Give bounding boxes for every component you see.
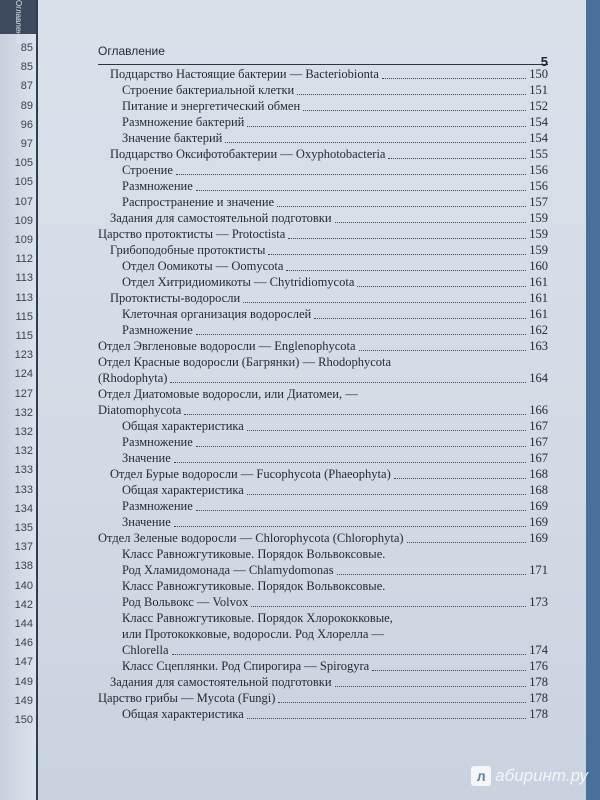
toc-entry-page: 160: [529, 259, 548, 273]
previous-page-number: 140: [14, 579, 33, 592]
toc-entry: [98, 674, 548, 690]
toc-entry-title: Размножение: [122, 499, 193, 513]
toc-entry-page: 173: [529, 595, 548, 609]
toc-entry-title: Распространение и значение: [122, 195, 275, 209]
toc-entry-page: 150: [529, 67, 548, 81]
toc-entry-page: 167: [529, 435, 548, 449]
toc-entry: [98, 162, 548, 178]
previous-page-number: 96: [20, 118, 33, 131]
dot-leader: [251, 606, 526, 607]
toc-entry: [98, 66, 548, 82]
toc-entry-title: Питание и энергетический обмен: [122, 99, 301, 113]
dot-leader: [286, 270, 526, 271]
dot-leader: [170, 382, 526, 383]
previous-page-number: 149: [14, 675, 33, 688]
previous-page-number: 109: [14, 214, 33, 227]
previous-page-number: 97: [20, 138, 33, 150]
dot-leader: [196, 190, 527, 191]
toc-entry: [98, 482, 548, 498]
previous-page-number: 105: [14, 157, 33, 170]
toc-entry: [98, 418, 548, 434]
toc-entry-title: Задания для самостоятельной подготовки: [110, 211, 332, 225]
toc-entry-title: Грибоподобные протоктисты: [110, 243, 266, 257]
toc-entry-title: Царство грибы — Mycota (Fungi): [98, 691, 276, 705]
toc-entry-page: 159: [529, 243, 548, 257]
toc-entry-page: 168: [529, 483, 548, 497]
toc-entry: [98, 98, 548, 114]
toc-entry-title: Общая характеристика: [122, 419, 244, 433]
previous-page-number: 132: [14, 426, 33, 438]
toc-entry-title: Размножение бактерий: [122, 115, 245, 129]
previous-page-number: 135: [14, 522, 33, 534]
previous-page-number: 115: [15, 330, 33, 342]
previous-page-number: 138: [14, 560, 33, 573]
toc-entry: [98, 658, 548, 674]
toc-entry-title: Diatomophycota: [98, 403, 182, 417]
previous-page-number: 137: [14, 541, 33, 554]
toc-entry: [98, 642, 548, 658]
previous-page-number: 109: [14, 234, 33, 246]
toc-entry: [98, 434, 548, 450]
toc-entry-page: 156: [529, 163, 548, 177]
toc-entry-page: 162: [529, 323, 548, 337]
dot-leader: [247, 430, 526, 431]
toc-entry-title: Размножение: [122, 435, 193, 449]
toc-entry: [98, 514, 548, 530]
toc-entry: [98, 306, 548, 322]
toc-entry: [98, 210, 548, 226]
toc-entry-page: 154: [529, 115, 548, 129]
previous-page-number: 134: [14, 502, 33, 515]
toc-entry-title: Значение бактерий: [122, 131, 223, 145]
dot-leader: [335, 686, 527, 687]
toc-entry-page: 155: [529, 147, 548, 161]
toc-entry: [98, 226, 548, 242]
toc-entry-page: 171: [529, 563, 548, 577]
toc-entry-title: Общая характеристика: [122, 483, 244, 497]
toc-entry-page: 169: [529, 531, 548, 545]
previous-page-header-strip: Оглавление: [0, 0, 36, 34]
toc-entry-title: Значение: [122, 451, 171, 465]
previous-page-number: 133: [14, 464, 33, 477]
dot-leader: [335, 222, 527, 223]
previous-page-number: 124: [14, 368, 33, 381]
toc-entry-title: Отдел Бурые водоросли — Fucophycota (Phaeophyta): [110, 467, 391, 481]
toc-entry: [98, 290, 548, 306]
toc-entry: [98, 194, 548, 210]
toc-entry-title: Размножение: [122, 179, 193, 193]
toc-entry-title: Клеточная организация водорослей: [122, 307, 312, 321]
previous-page-number: 115: [15, 310, 33, 323]
dot-leader: [196, 334, 527, 335]
toc-entry-page: 161: [529, 291, 548, 305]
toc-entry-title: Царство протоктисты — Protoctista: [98, 227, 286, 241]
toc-entry-page: 167: [529, 419, 548, 433]
previous-page-number: 112: [15, 253, 33, 266]
previous-page-number: 132: [14, 445, 33, 458]
dot-leader: [337, 574, 527, 575]
dot-leader: [277, 206, 526, 207]
dot-leader: [247, 718, 526, 719]
previous-page-number: 133: [14, 483, 33, 496]
toc-entry-title: Отдел Оомикоты — Oomycota: [122, 259, 284, 273]
toc-entry-title: (Rhodophyta): [98, 371, 168, 385]
dot-leader: [172, 654, 527, 655]
previous-page-number: 85: [20, 42, 33, 54]
toc-entry-page: 169: [529, 515, 548, 529]
toc-entry: [98, 114, 548, 130]
toc-entry-page: 176: [529, 659, 548, 673]
dot-leader: [278, 702, 526, 703]
toc-entry-page: 159: [529, 227, 548, 241]
toc-entry-title: Chlorella: [122, 643, 169, 657]
toc-entry-title: Класс Сцеплянки. Род Спирогира — Spirogyra: [122, 659, 370, 673]
dot-leader: [372, 670, 526, 671]
toc-entry-page: 178: [529, 707, 548, 721]
previous-page-edge: [0, 0, 38, 800]
previous-page-number: 144: [14, 618, 33, 630]
toc-entry-line: Класс Равножгутиковые. Порядок Вольвоксовые.: [122, 579, 386, 593]
dot-leader: [247, 494, 526, 495]
dot-leader: [288, 238, 526, 239]
previous-page-number: 132: [14, 406, 33, 419]
previous-page-number: 85: [20, 61, 33, 74]
toc-entry-line: Отдел Красные водоросли (Багрянки) — Rhodophycota: [98, 355, 392, 369]
dot-leader: [382, 78, 526, 79]
dot-leader: [225, 142, 526, 143]
toc-entry-title: Протоктисты-водоросли: [110, 291, 241, 305]
toc-entry-page: 167: [529, 451, 548, 465]
dot-leader: [174, 462, 526, 463]
toc-entry-title: Отдел Эвгленовые водоросли — Englenophycota: [98, 339, 356, 353]
toc-entry-line: Класс Равножгутиковые. Порядок Хлорококковые,: [122, 611, 393, 625]
toc-entry: [98, 498, 548, 514]
toc-entry-title: Отдел Зеленые водоросли — Chlorophycota (Chlorophyta): [98, 531, 404, 545]
dot-leader: [176, 174, 526, 175]
previous-page-number: 149: [14, 694, 33, 707]
toc-entry-page: 178: [529, 691, 548, 705]
dot-leader: [407, 542, 527, 543]
toc-entry: [98, 338, 548, 354]
toc-entry-line: Отдел Диатомовые водоросли, или Диатомеи, —: [98, 387, 358, 401]
toc-entry-page: 157: [529, 195, 548, 209]
toc-entry: [98, 690, 548, 706]
toc-entry-page: 169: [529, 499, 548, 513]
toc-entry: [98, 562, 548, 578]
toc-entry: [98, 370, 548, 386]
dot-leader: [184, 414, 526, 415]
toc-entry-title: Отдел Хитридиомикоты — Chytridiomycota: [122, 275, 355, 289]
watermark-logo-icon: л: [471, 766, 491, 786]
page-header: [98, 42, 548, 69]
section-title: Оглавление: [98, 44, 165, 58]
previous-page-number: 146: [14, 637, 33, 650]
page-number: 5: [540, 54, 548, 69]
toc-entry-title: Подцарство Оксифотобактерии — Oxyphotobacteria: [110, 147, 386, 161]
dot-leader: [268, 254, 526, 255]
previous-page-number: 150: [14, 714, 33, 726]
previous-page-number: 107: [14, 195, 33, 208]
previous-page-number: 113: [15, 272, 33, 285]
toc-entry-line: Класс Равножгутиковые. Порядок Вольвоксовые.: [122, 547, 386, 561]
previous-page-number: 105: [14, 176, 33, 189]
dot-leader: [174, 526, 526, 527]
toc-entry-page: 152: [529, 99, 548, 113]
previous-page-number: 123: [14, 349, 33, 362]
toc-entry-page: 161: [529, 275, 548, 289]
dot-leader: [196, 446, 527, 447]
toc-entry-page: 156: [529, 179, 548, 193]
dot-leader: [314, 318, 526, 319]
toc-entry-page: 166: [529, 403, 548, 417]
toc-entry: [98, 130, 548, 146]
toc-entry-title: Род Хламидомонада — Chlamydomonas: [122, 563, 334, 577]
dot-leader: [297, 94, 526, 95]
previous-page-number: 147: [14, 656, 33, 669]
toc-entry-page: 164: [529, 371, 548, 385]
watermark: [471, 766, 588, 786]
toc-entry: [98, 242, 548, 258]
dot-leader: [196, 510, 527, 511]
previous-page-number: 113: [15, 291, 33, 304]
toc-entry: [98, 322, 548, 338]
previous-page-number: 87: [20, 80, 33, 93]
dot-leader: [247, 126, 526, 127]
table-of-contents: [98, 66, 548, 722]
toc-entry: [98, 146, 548, 162]
previous-page-number: 89: [20, 99, 33, 112]
toc-entry: [98, 402, 548, 418]
toc-entry-title: Общая характеристика: [122, 707, 244, 721]
previous-page-number: 142: [14, 598, 33, 611]
toc-entry: [98, 82, 548, 98]
toc-entry: [98, 274, 548, 290]
toc-entry-title: Подцарство Настоящие бактерии — Bacteriobionta: [110, 67, 379, 81]
toc-entry: [98, 466, 548, 482]
book-page: [38, 0, 586, 800]
dot-leader: [359, 350, 527, 351]
toc-entry-title: Задания для самостоятельной подготовки: [110, 675, 332, 689]
watermark-text: абиринт.ру: [495, 766, 588, 785]
toc-entry-title: Размножение: [122, 323, 193, 337]
dot-leader: [243, 302, 526, 303]
toc-entry-title: Строение: [122, 163, 173, 177]
toc-entry-page: 178: [529, 675, 548, 689]
toc-entry-page: 168: [529, 467, 548, 481]
toc-entry: [98, 450, 548, 466]
dot-leader: [394, 478, 527, 479]
toc-entry: [98, 594, 548, 610]
toc-entry-page: 161: [529, 307, 548, 321]
dot-leader: [303, 110, 526, 111]
toc-entry: [98, 258, 548, 274]
toc-entry-page: 151: [529, 83, 548, 97]
toc-entry-page: 159: [529, 211, 548, 225]
toc-entry-title: Род Вольвокс — Volvox: [122, 595, 249, 609]
toc-entry: [98, 178, 548, 194]
toc-entry-page: 163: [529, 339, 548, 353]
toc-entry-page: 174: [529, 643, 548, 657]
toc-entry-title: Строение бактериальной клетки: [122, 83, 295, 97]
toc-entry: [98, 530, 548, 546]
toc-entry: [98, 706, 548, 722]
toc-entry-line: или Протококковые, водоросли. Род Хлорелла —: [122, 627, 385, 641]
dot-leader: [388, 158, 526, 159]
dot-leader: [357, 286, 526, 287]
toc-entry-title: Значение: [122, 515, 171, 529]
toc-entry-page: 154: [529, 131, 548, 145]
previous-page-number: 127: [14, 387, 33, 400]
